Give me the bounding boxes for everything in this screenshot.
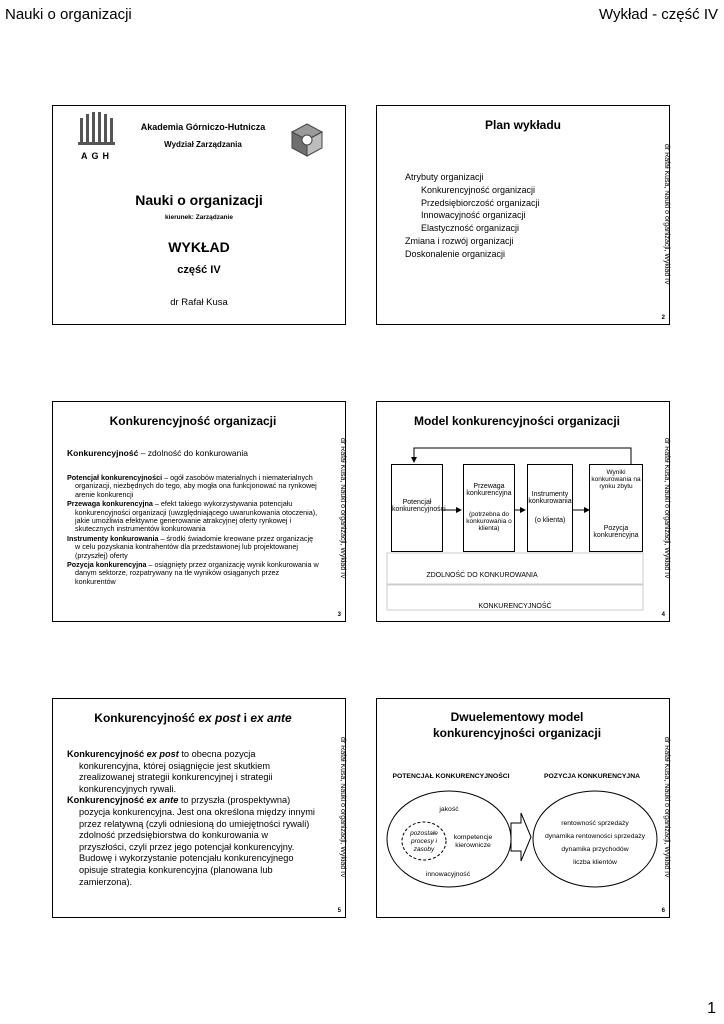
lead-text: – zdolność do konkurowania <box>138 448 248 458</box>
field-of-study: kierunek: Zarządzanie <box>165 214 233 221</box>
slide-title: Konkurencyjność organizacji <box>109 414 277 428</box>
slide-number: 3 <box>337 612 341 618</box>
definition-item <box>67 561 319 586</box>
slide-3 <box>52 401 346 622</box>
plan-item: Zmiana i rozwój organizacji <box>405 235 514 246</box>
university-name: Akademia Górniczo-Hutnicza <box>140 122 266 132</box>
slide-number: 5 <box>337 908 341 914</box>
paragraph <box>67 795 317 888</box>
side-label: dr Rafał Kusa, Nauki o organizacji, Wykład IV <box>339 438 346 579</box>
term: Konkurencyjność <box>67 795 147 806</box>
lead-term: Konkurencyjność <box>67 448 139 458</box>
faculty-name: Wydział Zarządzania <box>164 140 242 149</box>
paragraph-text: to przyszła (prospektywna) pozycja konkurencyjna. Jest ona określona między innymi przez relatywną (czyli odniesioną do umiejętności rywali) zdolność przedsiębiorstwa do konkurowania w przyszłości, czyli przez jego potencjał konkurencyjny. Budowę i wykorzystanie potencjału konkurencyjnego opisuje strategia konkurencyjna (planowana lub zamierzona). <box>79 795 315 887</box>
position-item: rentowność sprzedaży <box>561 820 629 827</box>
side-label: dr Rafał Kusa, Nauki o organizacji, Wykład IV <box>663 737 670 878</box>
slide-title: Model konkurencyjności organizacji <box>413 414 621 428</box>
box-advantage <box>463 464 515 552</box>
box-potential <box>391 464 446 552</box>
slide-4 <box>376 401 670 622</box>
agh-emblem-icon <box>77 108 117 148</box>
definition-text: – ogół zasobów materialnych i niematerialnych organizacji, niezbędnych do tego, aby mogła ona funkcjonować na rynkowej arenie konkurencji <box>75 473 317 499</box>
right-heading: POZYCJA KONKURENCYJNA <box>543 773 641 780</box>
header-right: Wykład - część IV <box>598 6 718 23</box>
box-label: Przewaga konkurencyjna <box>466 483 512 497</box>
side-label: dr Rafał Kusa, Nauki o organizacji, Wykład IV <box>663 144 670 285</box>
term: Konkurencyjność <box>67 749 147 759</box>
faculty-logo-icon <box>287 120 327 160</box>
slide-number: 4 <box>661 612 665 618</box>
box-label: Instrumenty konkurowania <box>528 491 572 505</box>
definition-term: Potencjał konkurencyjności <box>67 473 163 482</box>
plan-item: Innowacyjność organizacji <box>421 210 526 221</box>
term-italic: ex ante <box>146 795 179 806</box>
slide-1 <box>52 105 346 325</box>
position-list <box>527 817 663 869</box>
lecture-label: WYKŁAD <box>168 239 230 255</box>
definition-text: – środki świadomie kreowane przez organizację w celu pozyskania kontrahentów dla przedstawionej lub projektowanej (przyszłej) oferty <box>75 533 314 560</box>
header-left: Nauki o organizacji <box>5 6 132 23</box>
slide-title: Plan wykładu <box>484 118 562 132</box>
box-label: Wyniki konkurowania na rynku zbytu <box>591 469 641 490</box>
definition-text: – efekt takiego wykorzystywania potencjału konkurencyjności organizacji (uwzględniającego uwarunkowania otoczenia), jakie umożliwia efektywne generowanie atrakcyjnej oferty rynkowej i skutecznych instrumentów konkurowania <box>75 499 318 534</box>
position-item: dynamika rentowności sprzedaży <box>544 833 646 840</box>
slide-number: 2 <box>661 315 665 321</box>
slide-2 <box>376 105 670 325</box>
definition-item <box>67 474 319 499</box>
plan-item: Elastyczność organizacji <box>421 223 520 234</box>
item-quality: jakość <box>439 806 459 813</box>
box-position <box>589 464 643 552</box>
agh-logo <box>77 108 117 166</box>
position-item: dynamika przychodów <box>561 846 629 853</box>
model-shapes <box>377 699 671 919</box>
outer-area-label: KONKURENCYJNOŚĆ <box>478 603 552 610</box>
definition-term: Przewaga konkurencyjna <box>67 499 153 509</box>
plan-item: Przedsiębiorczość organizacji <box>421 197 540 208</box>
title-line: konkurencyjności organizacji <box>432 726 602 740</box>
lead-definition <box>67 448 248 458</box>
title-line: Dwuelementowy model <box>450 710 584 724</box>
definition-term: Instrumenty konkurowania <box>67 533 159 543</box>
page-number: 1 <box>707 1000 716 1017</box>
slide-5 <box>52 698 346 918</box>
box-sublabel: (o klienta) <box>534 517 566 524</box>
paragraph-text: to obecna pozycja konkurencyjna, której osiągnięcie jest skutkiem zrealizowanej strategii konkurencyjnej i strategii konkurencyjnych rywali. <box>79 749 273 794</box>
plan-item: Doskonalenie organizacji <box>405 248 506 259</box>
title-part: Konkurencyjność <box>94 711 199 725</box>
title-part: ex ante <box>250 711 292 725</box>
item-hidden-processes: pozostałe procesy i zasoby <box>410 830 438 853</box>
slide-title <box>53 711 333 725</box>
box-instruments <box>527 464 573 552</box>
definition-item <box>67 500 319 534</box>
box-sublabel: (potrzebna do konkurowania o klienta) <box>466 511 512 532</box>
item-innovation: innowacyjność <box>425 871 471 878</box>
definitions-list <box>67 474 319 587</box>
left-heading: POTENCJAŁ KONKURENCYJNOŚCI <box>392 773 510 780</box>
position-item: liczba klientów <box>573 859 617 866</box>
plan-item: Konkurencyjność organizacji <box>421 184 536 195</box>
title-part: ex post <box>198 711 241 725</box>
definition-term: Pozycja konkurencyjna <box>67 560 147 570</box>
definition-text: – osiągnięty przez organizację wynik konkurowania w danym sektorze, rozpatrywany na tle wyników osiąganych przez konkurentów <box>75 560 319 586</box>
slide-number: 6 <box>661 908 665 914</box>
plan-list <box>405 171 540 261</box>
side-label: dr Rafał Kusa, Nauki o organizacji, Wykład IV <box>339 737 346 878</box>
side-label: dr Rafał Kusa, Nauki o organizacji, Wykład IV <box>663 438 670 579</box>
plan-item: Atrybuty organizacji <box>405 172 484 182</box>
box-sublabel: Pozycja konkurencyjna <box>593 525 639 539</box>
box-label: Potencjał konkurencyjności <box>392 499 446 513</box>
lecture-part: część IV <box>177 264 221 276</box>
title-part: i <box>240 711 251 725</box>
paragraph <box>67 749 317 795</box>
lecture-title: Nauki o organizacji <box>135 192 263 208</box>
slide-6 <box>376 698 670 918</box>
definition-item <box>67 535 319 560</box>
term-italic: ex post <box>146 749 179 759</box>
inner-area-label: ZDOLNOŚĆ DO KONKUROWANIA <box>426 572 538 579</box>
agh-logo-text: AGH <box>81 151 113 161</box>
author: dr Rafał Kusa <box>170 297 228 308</box>
slide-body <box>67 749 317 888</box>
item-competences: kompetencje kierownicze <box>453 834 493 849</box>
